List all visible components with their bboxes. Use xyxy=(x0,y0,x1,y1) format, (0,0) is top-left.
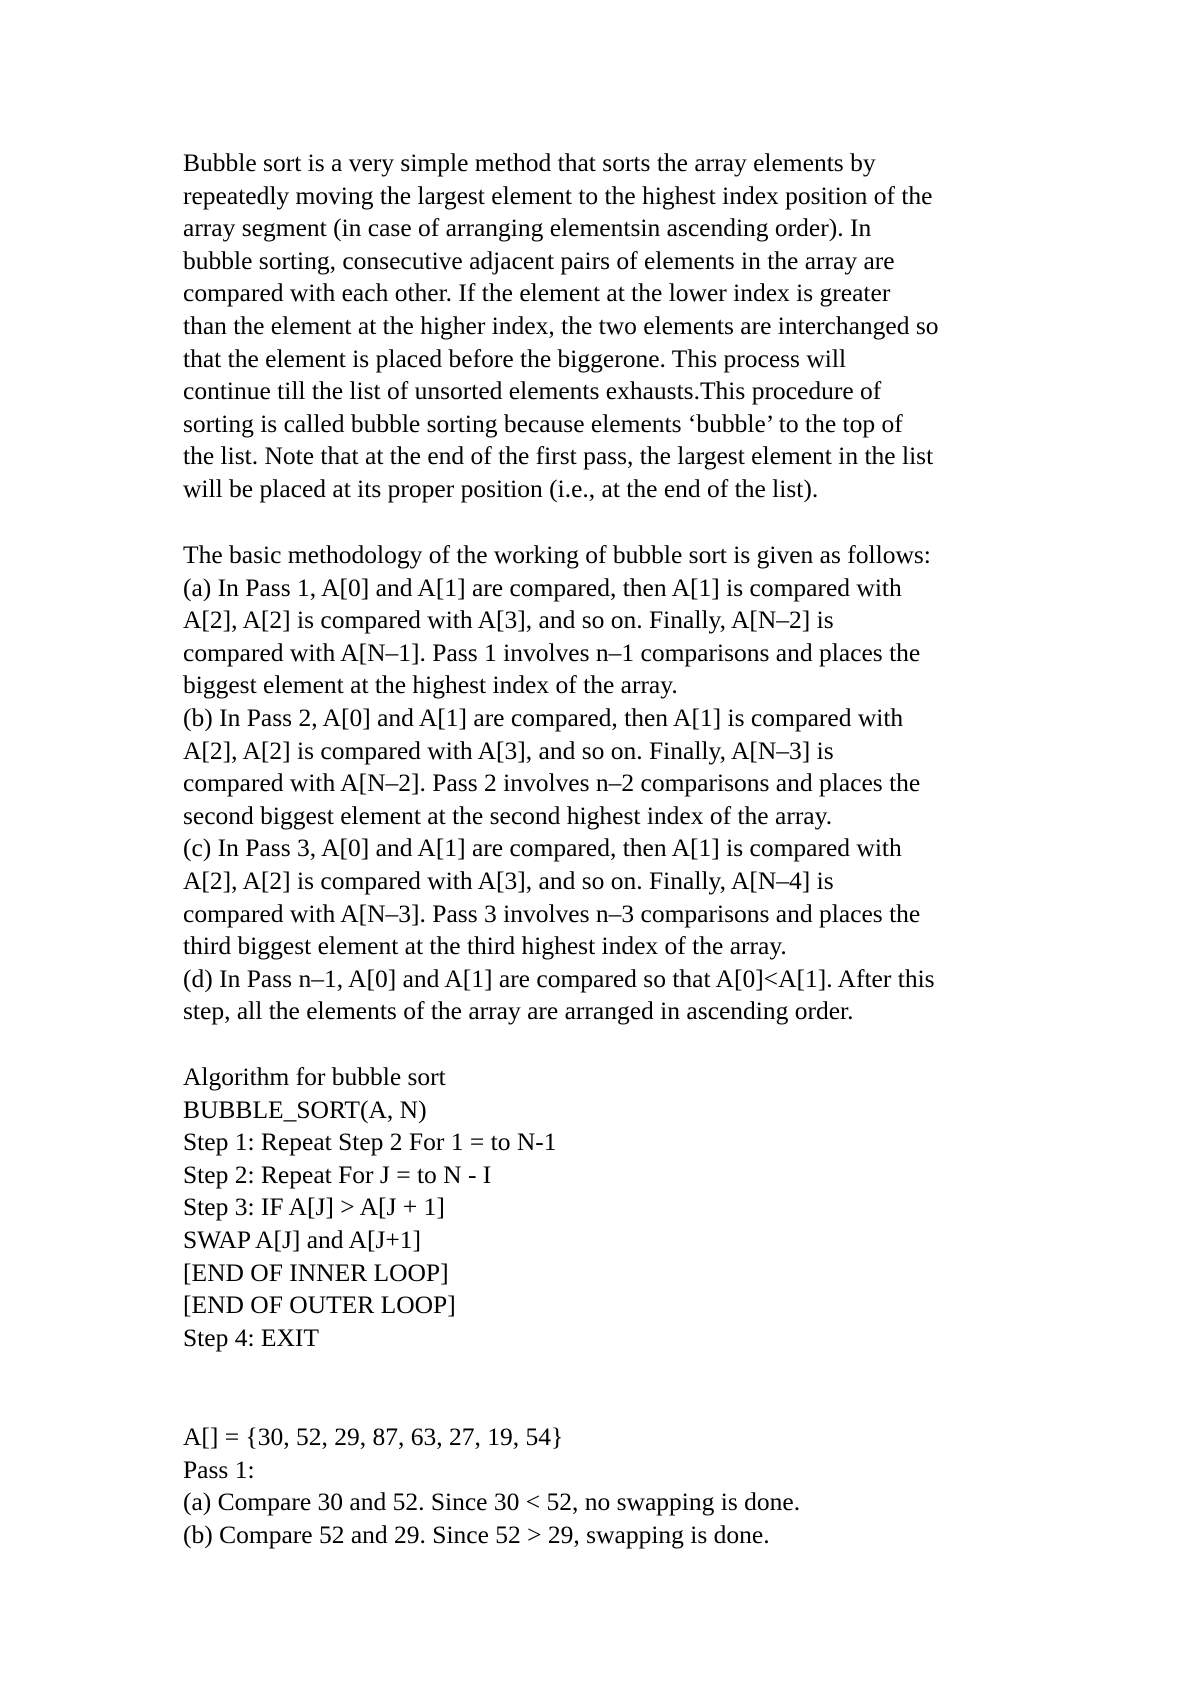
example-block xyxy=(183,1421,1063,1551)
algorithm-line: Step 2: Repeat For J = to N - I xyxy=(183,1159,492,1189)
text-line: compared with each other. If the element at the lower index is greater xyxy=(183,278,891,308)
algorithm-line: BUBBLE_SORT(A, N) xyxy=(183,1094,427,1124)
text-line: (d) In Pass n–1, A[0] and A[1] are compared so that A[0]<A[1]. After this xyxy=(183,963,935,993)
text-line: bubble sorting, consecutive adjacent pairs of elements in the array are xyxy=(183,245,895,275)
text-line: (a) In Pass 1, A[0] and A[1] are compared, then A[1] is compared with xyxy=(183,572,902,602)
algorithm-line: [END OF INNER LOOP] xyxy=(183,1257,449,1287)
text-line: array segment (in case of arranging elementsin ascending order). In xyxy=(183,213,872,243)
text-line: A[2], A[2] is compared with A[3], and so on. Finally, A[N–2] is xyxy=(183,605,834,635)
algorithm-block xyxy=(183,1061,1063,1354)
text-line: second biggest element at the second highest index of the array. xyxy=(183,800,833,830)
algorithm-line: Step 1: Repeat Step 2 For 1 = to N-1 xyxy=(183,1127,557,1157)
text-line: A[2], A[2] is compared with A[3], and so on. Finally, A[N–3] is xyxy=(183,735,834,765)
text-line: step, all the elements of the array are arranged in ascending order. xyxy=(183,996,854,1026)
example-array: A[] = {30, 52, 29, 87, 63, 27, 19, 54} xyxy=(183,1422,564,1451)
text-line: compared with A[N–3]. Pass 3 involves n–3 comparisons and places the xyxy=(183,898,921,928)
algorithm-line: Step 3: IF A[J] > A[J + 1] xyxy=(183,1192,445,1222)
text-line: third biggest element at the third highest index of the array. xyxy=(183,931,787,961)
text-line: than the element at the higher index, the two elements are interchanged so xyxy=(183,310,939,340)
algorithm-line: Step 4: EXIT xyxy=(183,1322,319,1352)
text-line: will be placed at its proper position (i.e., at the end of the list). xyxy=(183,473,819,503)
example-step: (b) Compare 52 and 29. Since 52 > 29, swapping is done. xyxy=(183,1519,770,1549)
methodology-paragraph xyxy=(183,539,1063,1028)
text-line: The basic methodology of the working of bubble sort is given as follows: xyxy=(183,540,931,569)
text-line: compared with A[N–1]. Pass 1 involves n–1 comparisons and places the xyxy=(183,637,921,667)
text-line: (c) In Pass 3, A[0] and A[1] are compared, then A[1] is compared with xyxy=(183,833,902,863)
algorithm-line: SWAP A[J] and A[J+1] xyxy=(183,1224,421,1254)
text-line: continue till the list of unsorted elements exhausts.This procedure of xyxy=(183,376,882,406)
algorithm-line: [END OF OUTER LOOP] xyxy=(183,1290,456,1320)
text-line: A[2], A[2] is compared with A[3], and so on. Finally, A[N–4] is xyxy=(183,865,834,895)
example-pass-heading: Pass 1: xyxy=(183,1454,255,1484)
text-line: the list. Note that at the end of the first pass, the largest element in the list xyxy=(183,441,934,471)
text-line: compared with A[N–2]. Pass 2 involves n–2 comparisons and places the xyxy=(183,768,921,798)
text-line: biggest element at the highest index of the array. xyxy=(183,670,678,700)
text-line: (b) In Pass 2, A[0] and A[1] are compared, then A[1] is compared with xyxy=(183,702,904,732)
text-line: that the element is placed before the biggerone. This process will xyxy=(183,343,847,373)
text-line: sorting is called bubble sorting because elements ‘bubble’ to the top of xyxy=(183,408,903,438)
text-line: Bubble sort is a very simple method that sorts the array elements by xyxy=(183,148,876,177)
intro-paragraph xyxy=(183,147,1063,506)
example-step: (a) Compare 30 and 52. Since 30 < 52, no swapping is done. xyxy=(183,1487,801,1517)
text-line: repeatedly moving the largest element to the highest index position of the xyxy=(183,180,933,210)
algorithm-heading: Algorithm for bubble sort xyxy=(183,1062,446,1091)
